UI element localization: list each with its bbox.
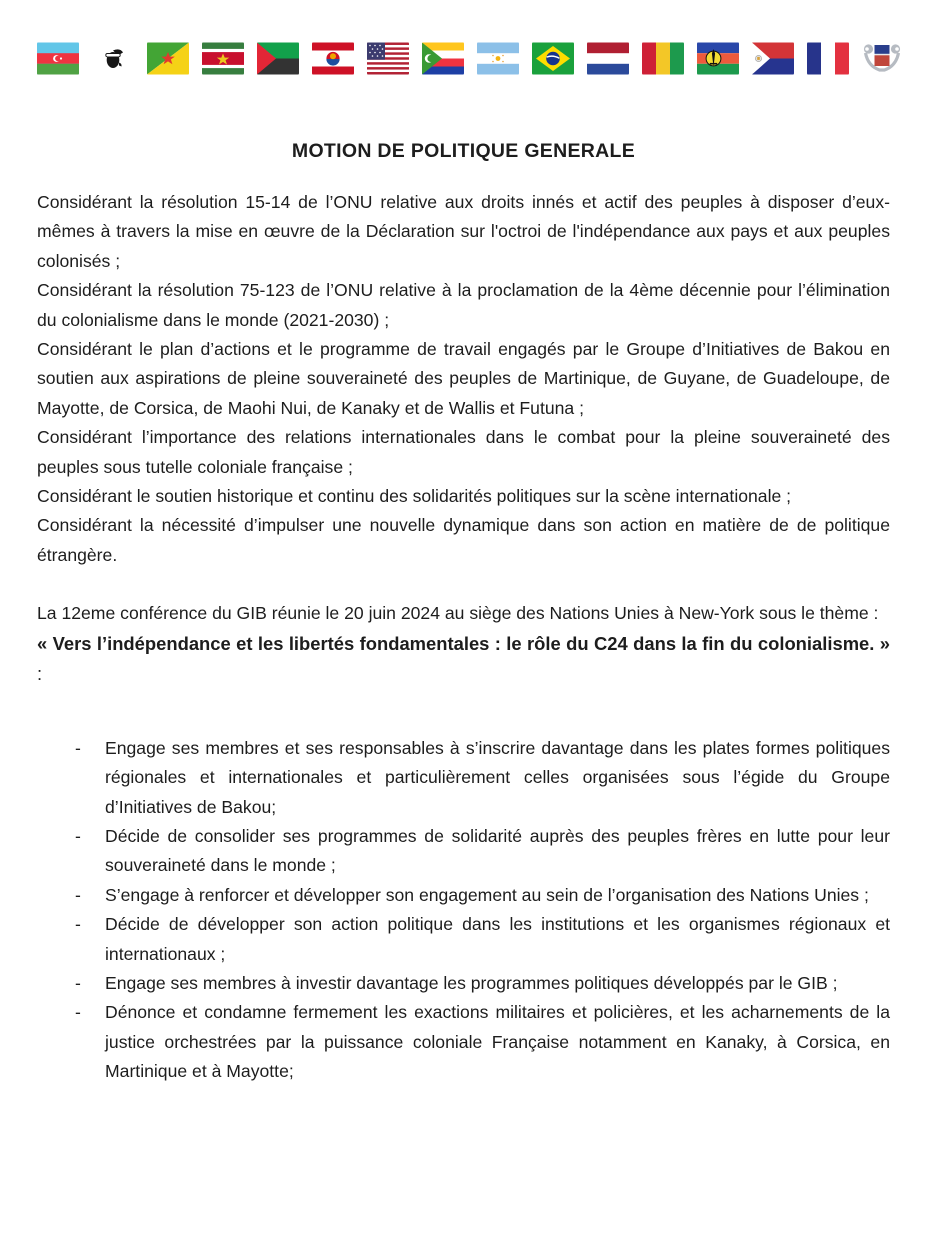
bullet-dash: - [75, 737, 81, 758]
bullet-dash: - [75, 914, 81, 935]
kanaky-flag [697, 42, 739, 75]
resolution-item [37, 822, 890, 881]
considerants-section [37, 188, 890, 570]
considerant-paragraph: Considérant la nécessité d’impulser une nouvelle dynamique dans son action en matière de de politique étrangère. [37, 515, 890, 565]
conference-theme-bold: « Vers l’indépendance et les libertés fondamentales : le rôle du C24 dans la fin du colonialisme. » [37, 632, 890, 654]
bullet-dash: - [75, 825, 81, 846]
french-polynesia-flag [312, 42, 354, 75]
gib-emblem-flag [862, 40, 902, 76]
resolution-item-text: S’engage à renforcer et développer son engagement au sein de l’organisation des Nations Unies ; [105, 884, 869, 905]
resolution-item [37, 881, 890, 910]
suriname-flag [202, 42, 244, 75]
resolution-item [37, 910, 890, 969]
martinique-flag [257, 42, 299, 75]
france-flag [807, 42, 849, 75]
considerant-paragraph: Considérant l’importance des relations internationales dans le combat pour la pleine souveraineté des peuples sous tutelle coloniale française ; [37, 427, 890, 477]
french-guiana-flag [147, 42, 189, 75]
corsica-flag [92, 42, 134, 75]
flag-row [37, 40, 890, 76]
conference-theme [37, 629, 890, 689]
resolutions-list [37, 734, 890, 1087]
resolution-item-text: Engage ses membres et ses responsables à s’inscrire davantage dans les plates formes politiques régionales et internationales et particulièrement celles organisées sous l’égide du Groupe d’Initiatives de Bakou; [105, 737, 890, 817]
bullet-dash: - [75, 884, 81, 905]
resolution-item-text: Dénonce et condamne fermement les exactions militaires et policières, et les acharnements de la justice orchestrées par la puissance coloniale Française notamment en Kanaky, à Corsica, en Martinique et à Mayotte; [105, 1002, 890, 1082]
argentina-flag [477, 42, 519, 75]
netherlands-flag [587, 42, 629, 75]
bullet-dash: - [75, 972, 81, 993]
resolution-item-text: Décide de consolider ses programmes de solidarité auprès des peuples frères en lutte pour leur souveraineté dans le monde ; [105, 825, 890, 876]
azerbaijan-flag [37, 42, 79, 75]
sint-maarten-flag [752, 42, 794, 75]
resolution-item [37, 969, 890, 998]
considerant-paragraph: Considérant le soutien historique et continu des solidarités politiques sur la scène internationale ; [37, 486, 792, 507]
conference-theme-suffix: : [37, 662, 43, 684]
bullet-dash: - [75, 1002, 81, 1023]
resolution-item [37, 734, 890, 822]
resolution-item-text: Décide de développer son action politique dans les institutions et les organismes régionaux et internationaux ; [105, 914, 890, 964]
page-title: MOTION DE POLITIQUE GENERALE [291, 140, 636, 162]
guinea-flag [642, 42, 684, 75]
conference-intro-line: La 12eme conférence du GIB réunie le 20 juin 2024 au siège des Nations Unies à New-York sous le thème : [37, 603, 879, 624]
comoros-flag [422, 42, 464, 75]
resolution-item [37, 998, 890, 1086]
usa-flag [367, 42, 409, 75]
considerant-paragraph: Considérant le plan d’actions et le programme de travail engagés par le Groupe d’Initiatives de Bakou en soutien aux aspirations de pleine souveraineté des peuples de Martinique, de Guyane, de Guadeloupe, de Mayotte, de Corsica, de Maohi Nui, de Kanaky et de Wallis et Futuna ; [37, 339, 890, 418]
conference-intro-section [37, 599, 890, 688]
considerant-paragraph: Considérant la résolution 15-14 de l’ONU relative aux droits innés et actif des peuples à disposer d’eux-mêmes à travers la mise en œuvre de la Déclaration sur l'octroi de l'indépendance aux pays et aux peuples colonisés ; [37, 192, 890, 271]
resolution-item-text: Engage ses membres à investir davantage les programmes politiques développés par le GIB ; [105, 972, 838, 993]
considerant-paragraph: Considérant la résolution 75-123 de l’ONU relative à la proclamation de la 4ème décennie pour l’élimination du colonialisme dans le monde (2021-2030) ; [37, 280, 890, 330]
brazil-flag [532, 42, 574, 75]
